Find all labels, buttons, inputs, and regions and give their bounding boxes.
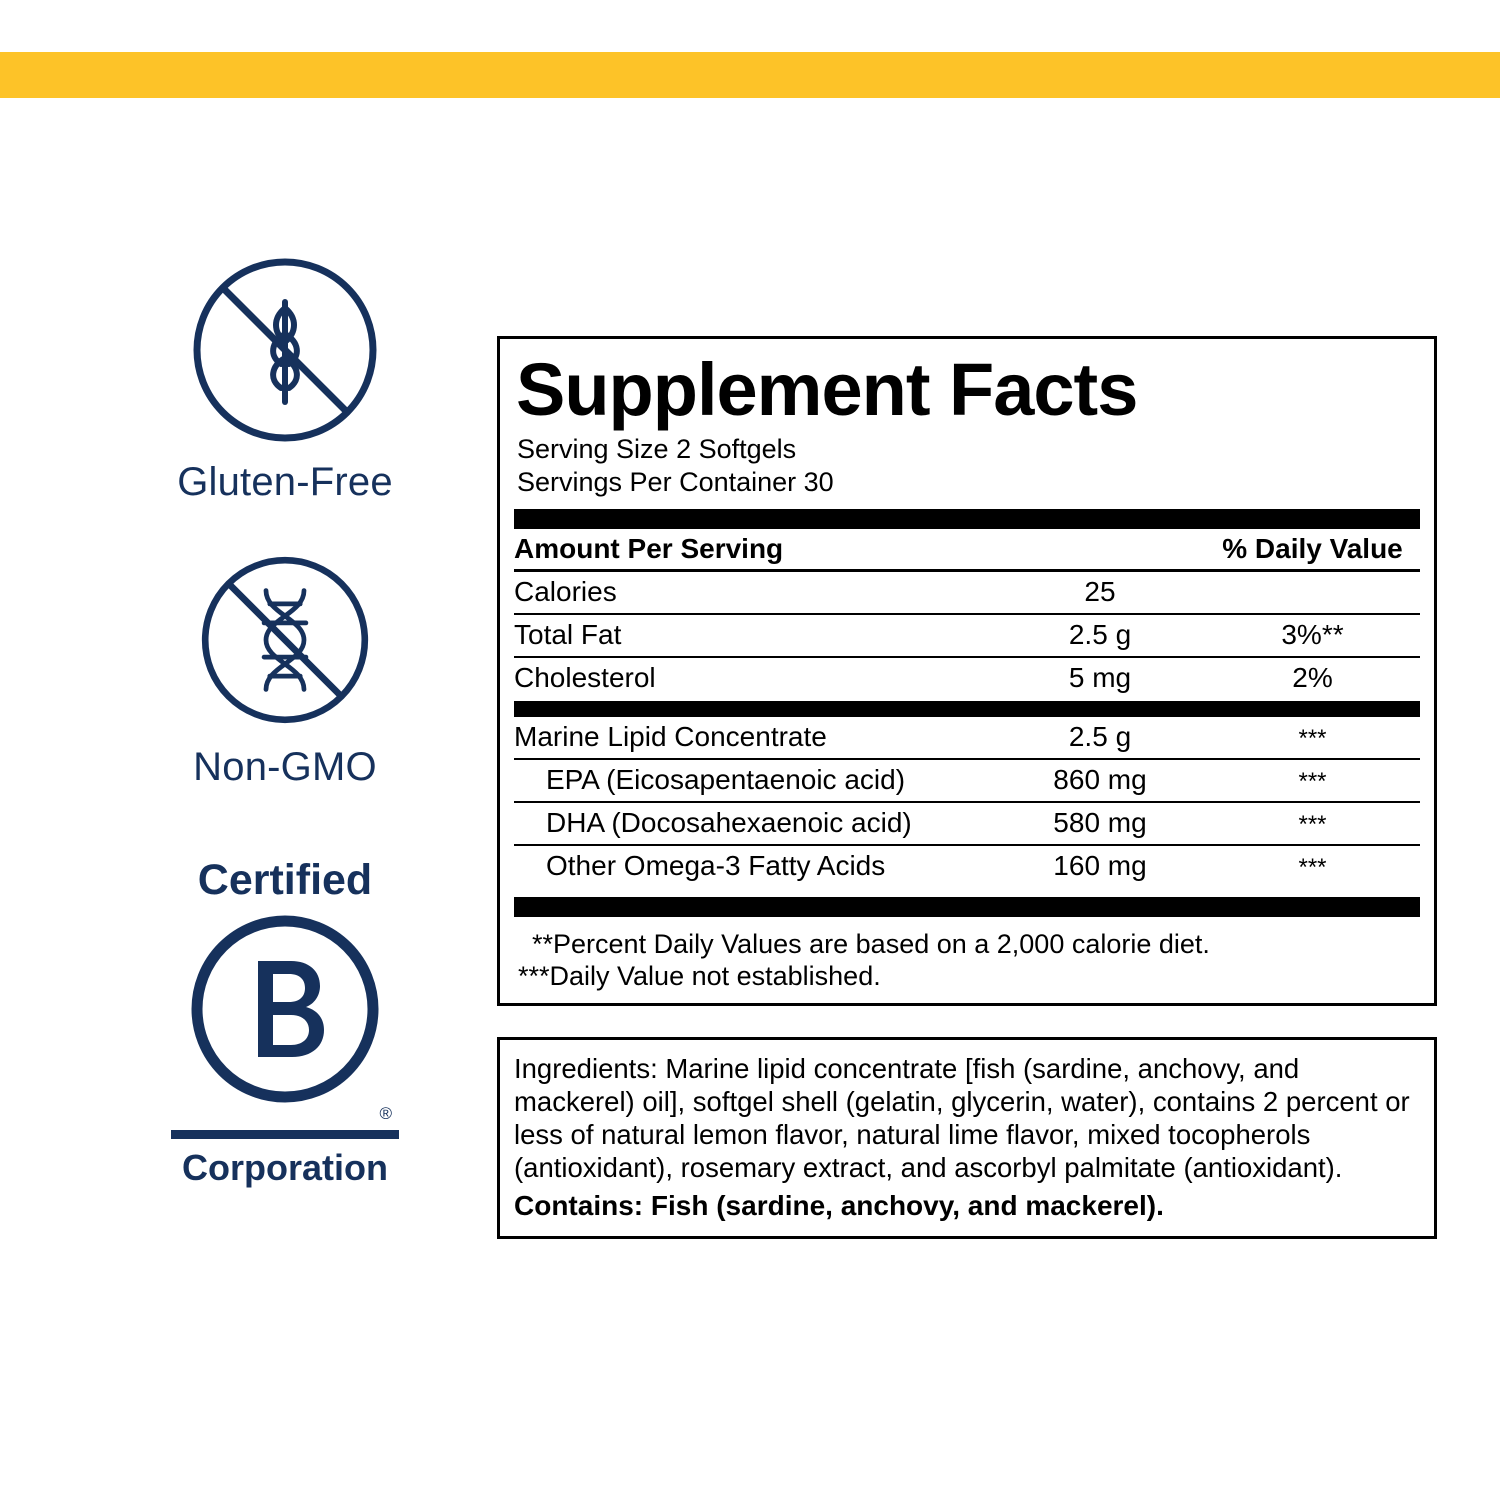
row-daily-value: ***: [1205, 717, 1420, 759]
table-row: [514, 571, 1420, 615]
servings-per-container-line: Servings Per Container 30: [517, 467, 834, 498]
row-amount: 860 mg: [995, 759, 1205, 802]
row-amount: 2.5 g: [995, 614, 1205, 657]
dna-crossed-out-icon: [95, 545, 475, 735]
supplement-facts-title: Supplement Facts: [516, 348, 1138, 431]
b-corp-divider: [171, 1130, 399, 1139]
certification-badges: [95, 250, 475, 1223]
row-daily-value: ***: [1205, 759, 1420, 802]
footnote-daily-value-not-established: ***Daily Value not established.: [518, 961, 881, 992]
row-amount: 5 mg: [1068, 662, 1132, 694]
badge-non-gmo: [95, 545, 475, 790]
badge-label-non-gmo: Non-GMO: [193, 745, 377, 789]
serving-size-line: Serving Size 2 Softgels: [517, 434, 797, 465]
row-daily-value: [1205, 571, 1420, 615]
row-name: Calories: [514, 571, 995, 615]
table-row: [514, 657, 1420, 699]
footnotes: [518, 929, 1420, 993]
badge-label-gluten-free: Gluten-Free: [177, 460, 393, 504]
ingredients-text: Ingredients: Marine lipid concentrate [fish (sardine, anchovy, and mackerel) oil], softgel shell (gelatin, glycerin, water), contains 2 percent or less of natural lemon flavor, natural lime flavor, mixed tocopherols (antioxidant), rosemary extract, and ascorbyl palmitate (antioxidant).: [514, 1053, 1410, 1183]
facts-bar-thick-top: [514, 509, 1420, 529]
header-spacer: [995, 529, 1205, 571]
row-daily-value: 2%: [1292, 662, 1333, 694]
row-name: Cholesterol: [514, 662, 656, 694]
row-amount: 160 mg: [1053, 850, 1147, 882]
row-daily-value: ***: [1205, 802, 1420, 845]
header-amount-per-serving: Amount Per Serving: [514, 529, 995, 571]
facts-bar-thick-bottom: [514, 897, 1420, 917]
row-name: DHA (Docosahexaenoic acid): [514, 802, 995, 845]
footnote-percent-daily-values: **Percent Daily Values are based on a 2,000 calorie diet.: [532, 929, 1210, 960]
b-corp-icon: [95, 909, 475, 1114]
table-row: [514, 717, 1420, 759]
wheat-crossed-out-icon: [95, 250, 475, 450]
supplement-facts-panel: [497, 336, 1437, 1006]
badge-label-corporation: Corporation: [182, 1147, 388, 1188]
badge-label-certified: Certified: [197, 856, 373, 904]
top-band-white-strip: [0, 0, 1500, 52]
row-amount: 580 mg: [995, 802, 1205, 845]
table-row: [514, 759, 1420, 802]
table-row: [514, 802, 1420, 845]
row-daily-value: ***: [1298, 854, 1327, 882]
supplement-facts-table-lipids: [514, 717, 1420, 887]
badge-gluten-free: [95, 250, 475, 505]
row-amount: 2.5 g: [995, 717, 1205, 759]
registered-trademark-mark: ®: [379, 1104, 392, 1123]
badge-b-corp: [95, 856, 475, 1189]
row-daily-value: 3%**: [1205, 614, 1420, 657]
row-amount: 25: [995, 571, 1205, 615]
row-name: EPA (Eicosapentaenoic acid): [514, 759, 995, 802]
supplement-facts-table: [514, 529, 1420, 699]
ingredients-panel: [497, 1037, 1437, 1239]
top-accent-band: [0, 0, 1500, 98]
header-daily-value: % Daily Value: [1205, 529, 1420, 571]
table-row: [514, 845, 1420, 887]
facts-bar-mid: [514, 701, 1420, 717]
table-row: [514, 614, 1420, 657]
table-header-row: [514, 529, 1420, 571]
row-name: Marine Lipid Concentrate: [514, 717, 995, 759]
allergen-contains-text: Contains: Fish (sardine, anchovy, and mackerel).: [514, 1190, 1164, 1221]
row-name: Total Fat: [514, 614, 995, 657]
row-name: Other Omega-3 Fatty Acids: [546, 850, 886, 882]
